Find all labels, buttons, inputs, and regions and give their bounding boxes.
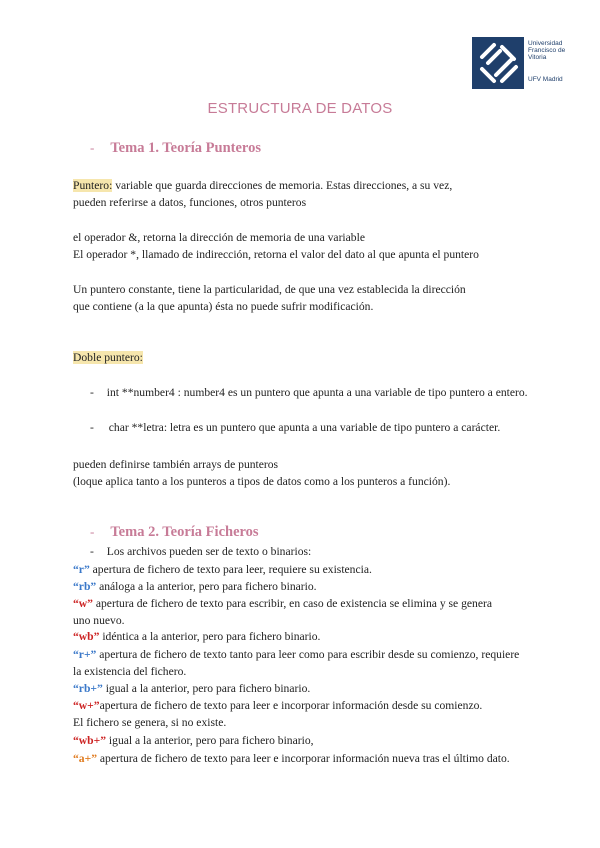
mode-wbp (73, 734, 314, 748)
list-item (90, 421, 500, 435)
mode-rp-text: apertura de fichero de texto tanto para leer como para escribir desde su comienzo, requiere (96, 648, 520, 661)
para2-line1: el operador &, retorna la dirección de memoria de una variable (73, 231, 365, 244)
para4-line2: (loque aplica tanto a los punteros a tipos de datos como a los punteros a función). (73, 475, 451, 488)
para4-line1: pueden definirse también arrays de punteros (73, 458, 279, 471)
para2-line2: El operador *, llamado de indirección, retorna el valor del dato al que apunta el puntero (73, 248, 479, 261)
bullet-text: int **number4 : number4 es un puntero que apunta a una variable de tipo puntero a entero. (106, 386, 528, 399)
mode-rbp (73, 682, 310, 696)
logo-mark (472, 37, 524, 89)
list-item (90, 386, 528, 400)
mode-wb-code: “wb” (73, 630, 100, 643)
mode-rp (73, 648, 519, 662)
mode-wp (73, 699, 482, 713)
mode-w-cont: uno nuevo. (73, 614, 125, 627)
bullet-dash: - (90, 386, 94, 399)
bullet-dash: - (90, 421, 94, 434)
archivos-dash: - (90, 545, 94, 558)
doble-puntero (73, 351, 143, 365)
mode-rbp-text: igual a la anterior, pero para fichero binario. (102, 682, 311, 695)
mode-rp-cont: la existencia del fichero. (73, 665, 187, 678)
tema2-label: Tema 2. Teoría Ficheros (110, 524, 259, 540)
mode-wb-text: idéntica a la anterior, pero para fichero binario. (99, 630, 321, 643)
mode-rp-code: “r+” (73, 648, 97, 661)
university-logo (472, 37, 573, 89)
mode-wp-code: “w+” (73, 699, 100, 712)
archivos-line (90, 545, 311, 559)
mode-r-text: apertura de fichero de texto para leer, requiere su existencia. (89, 563, 372, 576)
archivos-text: Los archivos pueden ser de texto o binarios: (106, 545, 312, 558)
mode-ap (73, 752, 510, 766)
mode-wbp-code: “wb+” (73, 734, 107, 747)
mode-r (73, 563, 372, 577)
mode-wp-text: apertura de fichero de texto para leer e incorporar información desde su comienzo. (99, 699, 483, 712)
mode-rb-code: “rb” (73, 580, 97, 593)
bullet-text: char **letra: letra es un puntero que apunta a una variable de tipo puntero a carácter. (108, 421, 501, 434)
para1-line1 (73, 179, 452, 193)
mode-rb-text: análoga a la anterior, pero para fichero binario. (96, 580, 317, 593)
mode-rb (73, 580, 317, 594)
logo-line-3: Vitoria (528, 54, 547, 61)
logo-line-1: Universidad (528, 40, 563, 47)
logo-line-2: Francisco de (528, 47, 566, 54)
para1-rest: variable que guarda direcciones de memoria. Estas direcciones, a su vez, (112, 179, 453, 192)
mode-w (73, 597, 492, 611)
tema1-heading (90, 139, 261, 157)
mode-wb (73, 630, 320, 644)
mode-ap-text: apertura de fichero de texto para leer e incorporar información nueva tras el último dato. (97, 752, 510, 765)
puntero-term: Puntero: (73, 179, 113, 192)
para3-line2: que contiene (a la que apunta) ésta no puede sufrir modificación. (73, 300, 374, 313)
mode-wp-cont: El fichero se genera, si no existe. (73, 716, 227, 729)
mode-wbp-text: igual a la anterior, pero para fichero binario, (106, 734, 314, 747)
para3-line1: Un puntero constante, tiene la particularidad, de que una vez establecida la dirección (73, 283, 466, 296)
tema2-dash: - (90, 524, 95, 539)
doble-puntero-label: Doble puntero: (73, 351, 143, 364)
mode-r-code: “r” (73, 563, 90, 576)
tema2-heading (90, 523, 259, 541)
mode-w-code: “w” (73, 597, 93, 610)
page-title: ESTRUCTURA DE DATOS (207, 100, 393, 117)
mode-ap-code: “a+” (73, 752, 97, 765)
logo-line-4: UFV Madrid (528, 76, 563, 83)
tema1-label: Tema 1. Teoría Punteros (110, 140, 261, 156)
para1-line2: pueden referirse a datos, funciones, otros punteros (73, 196, 307, 209)
mode-rbp-code: “rb+” (73, 682, 103, 695)
mode-w-text: apertura de fichero de texto para escribir, en caso de existencia se elimina y se genera (92, 597, 492, 610)
tema1-dash: - (90, 140, 95, 155)
